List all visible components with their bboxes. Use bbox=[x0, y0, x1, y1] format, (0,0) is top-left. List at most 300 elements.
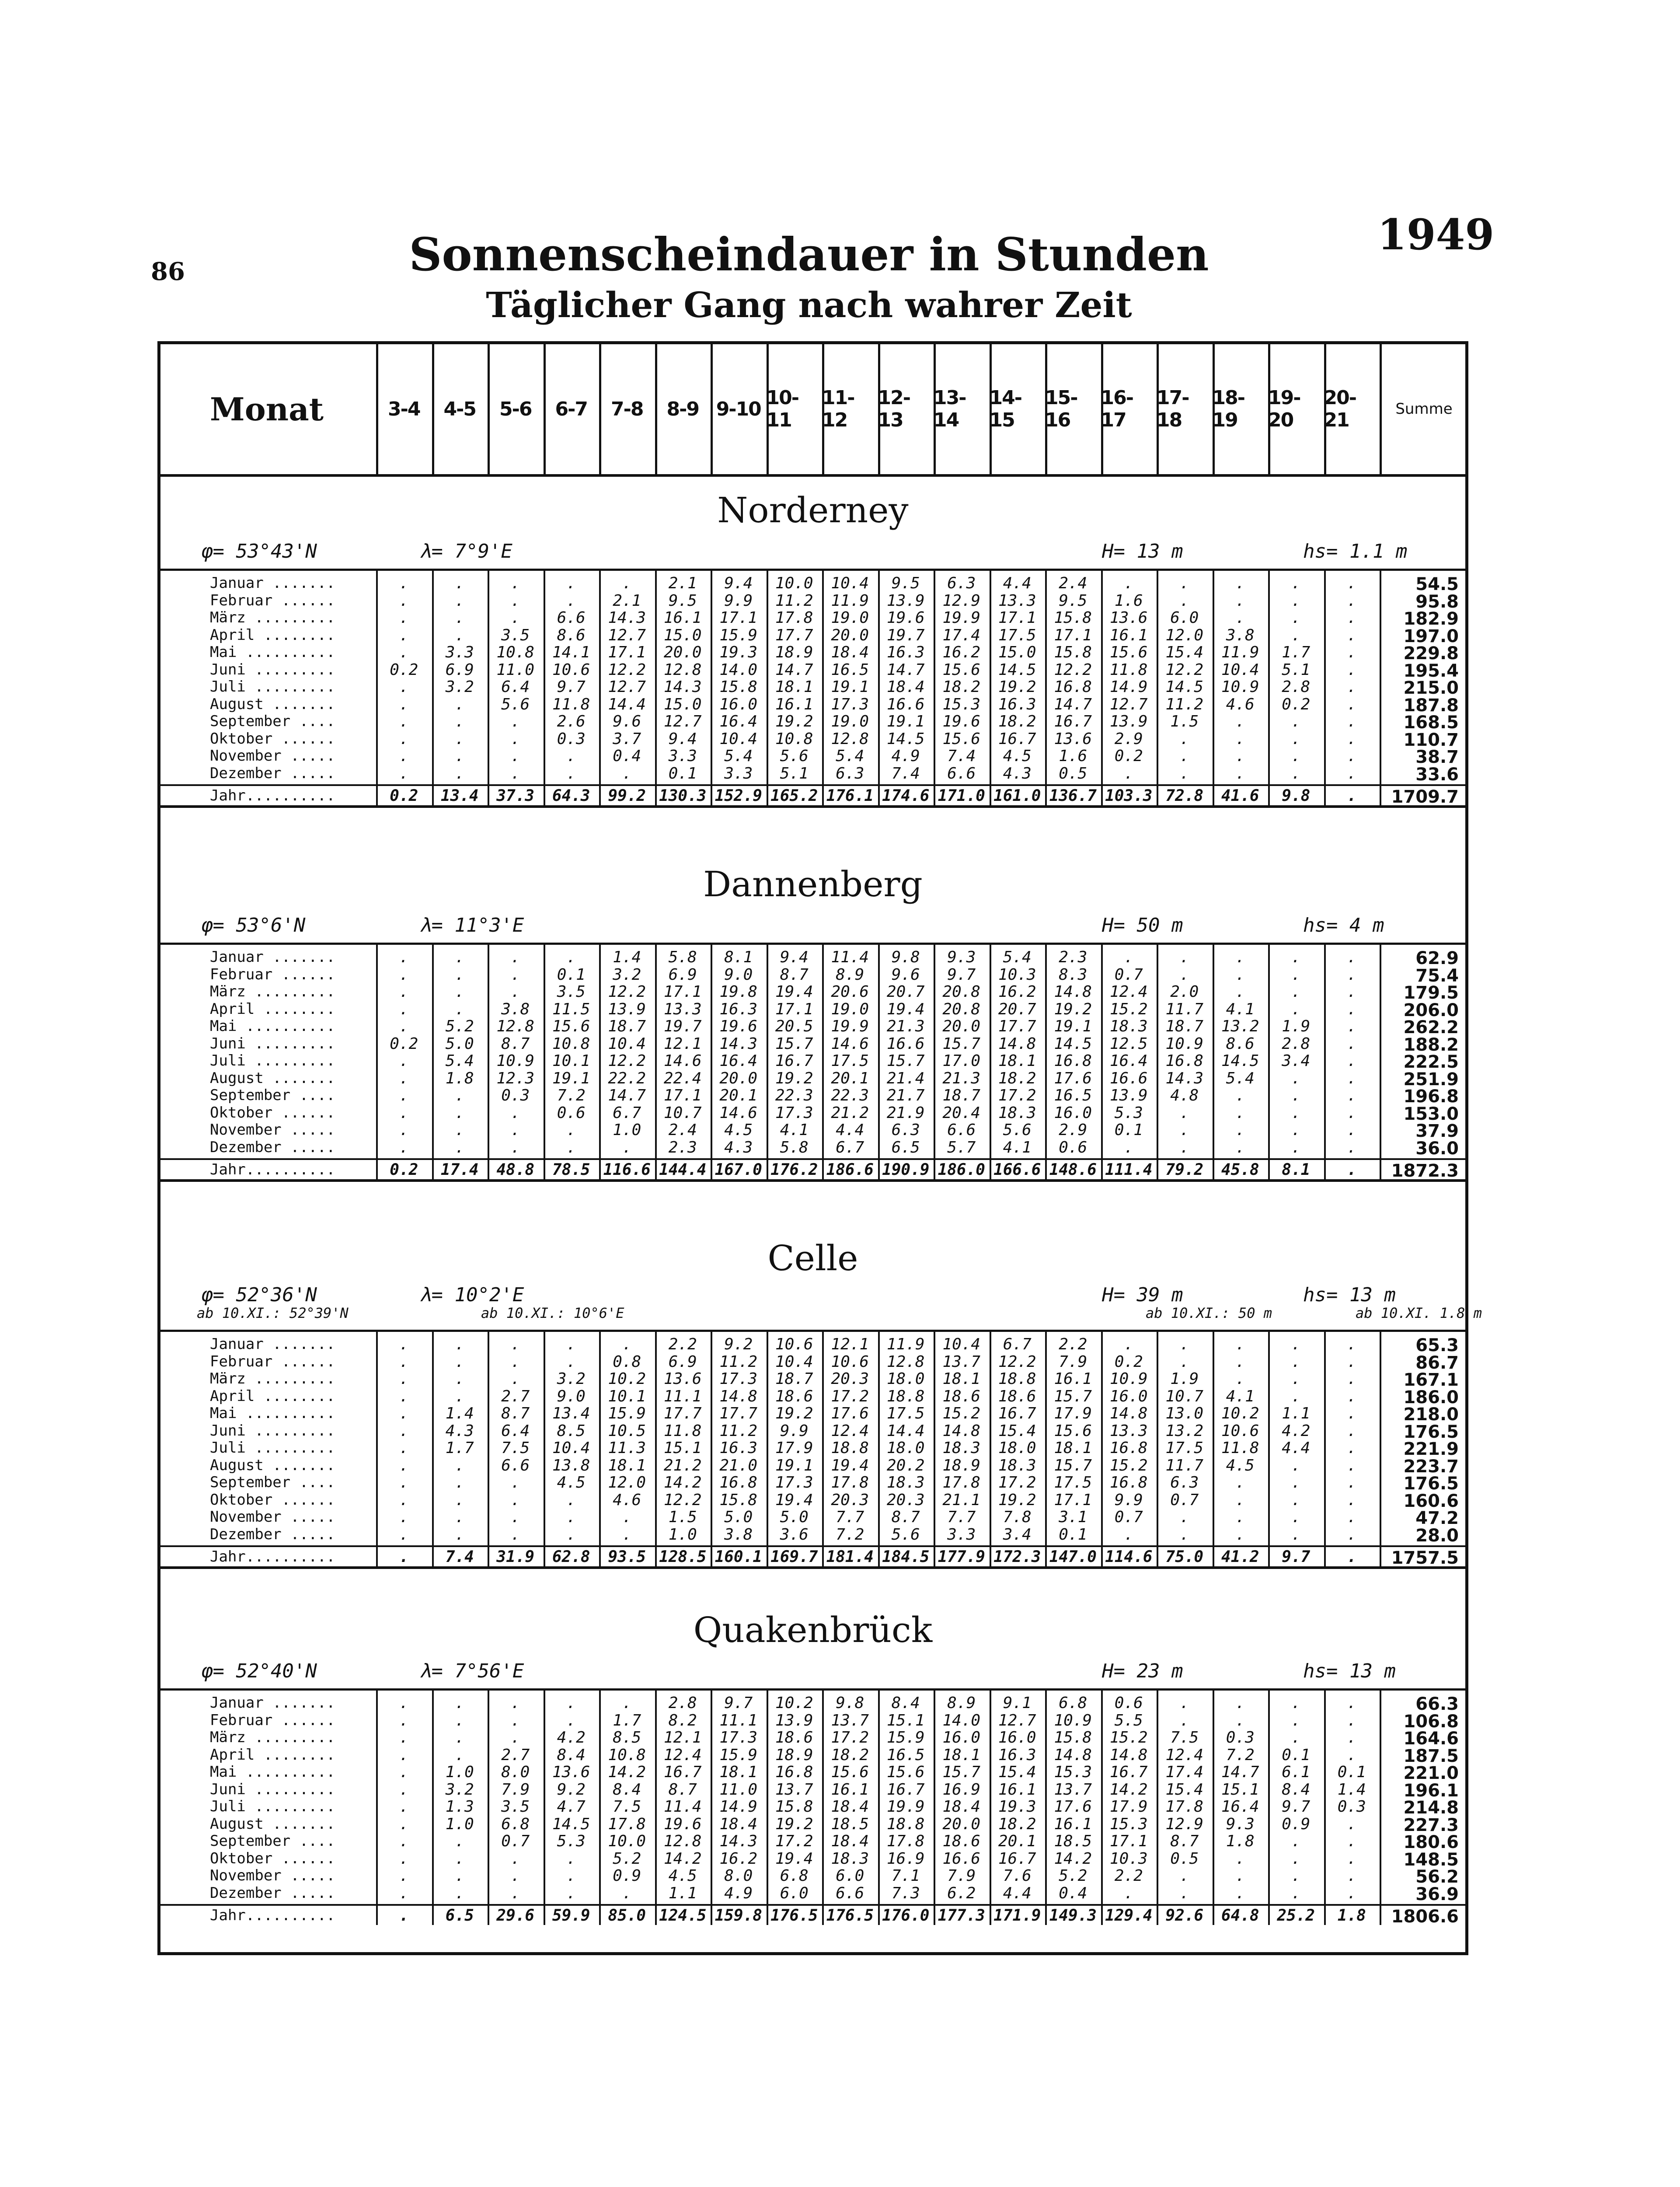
jahr-cell: 184.5 bbox=[882, 1548, 930, 1566]
table-cell: 0.2 bbox=[1114, 747, 1143, 765]
table-cell: 1.8 bbox=[1226, 1832, 1255, 1850]
table-cell: . bbox=[622, 1508, 632, 1526]
table-cell: 8.6 bbox=[557, 626, 586, 644]
year-label: 1949 bbox=[1377, 210, 1495, 259]
table-cell: . bbox=[566, 1884, 576, 1902]
table-cell: . bbox=[1347, 1000, 1357, 1018]
table-cell: 16.1 bbox=[775, 695, 813, 713]
table-cell: 8.7 bbox=[501, 1404, 530, 1422]
station-phi-note: ab 10.XI.: 52°39'N bbox=[197, 1305, 349, 1321]
table-cell: 11.9 bbox=[1221, 643, 1259, 661]
table-cell: . bbox=[399, 1087, 409, 1104]
table-cell: 17.0 bbox=[942, 1052, 981, 1070]
table-cell: 17.1 bbox=[663, 1087, 702, 1104]
table-cell: . bbox=[566, 1138, 576, 1156]
table-cell: . bbox=[1291, 1069, 1301, 1087]
table-cell: . bbox=[1235, 1694, 1245, 1712]
table-cell: . bbox=[455, 1335, 465, 1353]
table-cell: 16.0 bbox=[942, 1729, 981, 1747]
row-sum-cell: 33.6 bbox=[1415, 764, 1459, 785]
table-cell: . bbox=[1347, 1884, 1357, 1902]
table-cell: 16.8 bbox=[1054, 1052, 1092, 1070]
table-cell: . bbox=[510, 948, 520, 966]
table-cell: 0.1 bbox=[1337, 1763, 1366, 1781]
jahr-cell: 129.4 bbox=[1105, 1907, 1153, 1925]
table-cell: 16.8 bbox=[775, 1763, 813, 1781]
table-cell: 16.7 bbox=[886, 1780, 925, 1799]
table-cell: 12.7 bbox=[1109, 695, 1148, 713]
table-cell: 16.2 bbox=[942, 643, 981, 661]
table-cell: 17.8 bbox=[775, 609, 813, 627]
jahr-label: Jahr.......... bbox=[210, 1907, 335, 1924]
table-cell: 12.8 bbox=[831, 730, 869, 748]
table-cell: 4.6 bbox=[613, 1491, 641, 1509]
station-separator bbox=[157, 1179, 1468, 1182]
month-label: Januar ....... bbox=[210, 948, 335, 966]
table-cell: 12.8 bbox=[663, 660, 702, 679]
row-sum-cell: 47.2 bbox=[1415, 1508, 1459, 1528]
month-label: Juli ......... bbox=[210, 1798, 335, 1815]
column-header-hour: 15-16 bbox=[1045, 387, 1077, 431]
table-cell: 18.4 bbox=[831, 643, 869, 661]
table-cell: 18.0 bbox=[886, 1370, 925, 1388]
column-header-hour: 14-15 bbox=[989, 387, 1021, 431]
table-cell: 7.9 bbox=[501, 1780, 530, 1799]
table-cell: . bbox=[510, 1335, 520, 1353]
jahr-cell: 172.3 bbox=[993, 1548, 1041, 1566]
table-cell: 12.4 bbox=[831, 1422, 869, 1440]
table-cell: . bbox=[566, 574, 576, 592]
table-cell: . bbox=[1291, 1729, 1301, 1747]
table-cell: 8.4 bbox=[1282, 1780, 1311, 1799]
table-cell: . bbox=[510, 1694, 520, 1712]
table-cell: . bbox=[510, 764, 520, 783]
table-cell: 15.9 bbox=[886, 1729, 925, 1747]
table-cell: 9.5 bbox=[1059, 591, 1087, 610]
table-cell: . bbox=[1235, 713, 1245, 730]
table-cell: 9.7 bbox=[724, 1694, 753, 1712]
table-cell: 10.0 bbox=[608, 1832, 646, 1850]
table-cell: 20.8 bbox=[942, 983, 981, 1001]
table-cell: . bbox=[1291, 1087, 1301, 1104]
table-cell: 18.4 bbox=[831, 1832, 869, 1850]
month-label: Oktober ...... bbox=[210, 730, 335, 748]
table-cell: 3.2 bbox=[613, 965, 641, 984]
table-cell: 11.8 bbox=[1221, 1439, 1259, 1457]
table-cell: 15.9 bbox=[608, 1404, 646, 1422]
table-cell: 19.2 bbox=[775, 1815, 813, 1833]
table-cell: . bbox=[399, 983, 409, 1001]
jahr-cell: 48.8 bbox=[496, 1161, 535, 1179]
month-label: August ....... bbox=[210, 695, 335, 713]
table-cell: 3.4 bbox=[1282, 1052, 1311, 1070]
table-cell: 13.0 bbox=[1165, 1404, 1204, 1422]
table-cell: . bbox=[622, 764, 632, 783]
table-cell: 20.0 bbox=[663, 643, 702, 661]
jahr-cell: 165.2 bbox=[770, 787, 818, 805]
column-header-hour: 11-12 bbox=[822, 387, 854, 431]
table-cell: 14.5 bbox=[1165, 678, 1204, 696]
station-separator bbox=[157, 1566, 1468, 1569]
row-sum-cell: 62.9 bbox=[1415, 948, 1459, 968]
table-cell: . bbox=[455, 1849, 465, 1868]
table-cell: 9.4 bbox=[724, 574, 753, 592]
table-cell: 16.1 bbox=[1054, 1370, 1092, 1388]
table-cell: . bbox=[1235, 1491, 1245, 1509]
table-cell: 15.4 bbox=[998, 1422, 1036, 1440]
table-cell: . bbox=[566, 1335, 576, 1353]
table-cell: 3.4 bbox=[1003, 1525, 1032, 1544]
table-cell: . bbox=[1347, 713, 1357, 730]
table-cell: 5.2 bbox=[1059, 1867, 1087, 1885]
table-cell: 15.2 bbox=[1109, 1000, 1148, 1018]
station-lambda: λ= 11°3'E bbox=[420, 914, 524, 936]
table-cell: 9.0 bbox=[724, 965, 753, 984]
table-cell: 14.8 bbox=[942, 1422, 981, 1440]
table-cell: 13.9 bbox=[1109, 1087, 1148, 1104]
table-cell: 12.7 bbox=[608, 678, 646, 696]
table-cell: 20.0 bbox=[942, 1815, 981, 1833]
row-sum-cell: 176.5 bbox=[1403, 1422, 1459, 1442]
table-cell: 6.9 bbox=[668, 1352, 697, 1371]
table-cell: . bbox=[566, 1711, 576, 1729]
table-cell: 9.5 bbox=[668, 591, 697, 610]
table-cell: . bbox=[1291, 1352, 1301, 1371]
table-cell: 1.0 bbox=[668, 1525, 697, 1544]
table-cell: 8.7 bbox=[501, 1034, 530, 1053]
table-cell: 4.8 bbox=[1170, 1087, 1199, 1104]
table-cell: . bbox=[1235, 1138, 1245, 1156]
table-cell: 13.2 bbox=[1165, 1422, 1204, 1440]
table-cell: 10.9 bbox=[1221, 678, 1259, 696]
table-cell: 0.1 bbox=[1059, 1525, 1087, 1544]
month-label: Juli ......... bbox=[210, 678, 335, 695]
table-cell: . bbox=[1291, 948, 1301, 966]
row-sum-cell: 66.3 bbox=[1415, 1694, 1459, 1714]
table-cell: 10.9 bbox=[1165, 1034, 1204, 1053]
jahr-cell: 6.5 bbox=[445, 1907, 474, 1925]
table-cell: 18.4 bbox=[831, 1798, 869, 1816]
table-cell: . bbox=[1347, 747, 1357, 765]
table-cell: 10.5 bbox=[608, 1422, 646, 1440]
month-label: Juni ......... bbox=[210, 1780, 335, 1798]
table-cell: 0.4 bbox=[1059, 1884, 1087, 1902]
table-cell: 7.2 bbox=[1226, 1746, 1255, 1764]
table-cell: . bbox=[1347, 1352, 1357, 1371]
column-header-hour: 7-8 bbox=[611, 398, 643, 420]
table-cell: 6.7 bbox=[1003, 1335, 1032, 1353]
table-cell: 19.0 bbox=[831, 609, 869, 627]
table-cell: 18.5 bbox=[1054, 1832, 1092, 1850]
jahr-cell: 177.3 bbox=[938, 1907, 985, 1925]
table-cell: 19.2 bbox=[998, 678, 1036, 696]
jahr-cell: 169.7 bbox=[770, 1548, 818, 1566]
jahr-sum-cell: 1709.7 bbox=[1391, 787, 1459, 807]
table-cell: . bbox=[1179, 1138, 1189, 1156]
table-cell: 17.8 bbox=[886, 1832, 925, 1850]
table-cell: 2.1 bbox=[668, 574, 697, 592]
table-cell: . bbox=[399, 1832, 409, 1850]
table-cell: 17.5 bbox=[831, 1052, 869, 1070]
table-cell: 14.0 bbox=[942, 1711, 981, 1729]
jahr-cell: . bbox=[1347, 1548, 1357, 1566]
table-cell: 16.1 bbox=[998, 1780, 1036, 1799]
table-cell: 3.3 bbox=[947, 1525, 976, 1544]
table-cell: . bbox=[510, 1138, 520, 1156]
jahr-cell: 130.3 bbox=[659, 787, 707, 805]
table-cell: . bbox=[1179, 1335, 1189, 1353]
table-cell: 12.9 bbox=[942, 591, 981, 610]
jahr-cell: 159.8 bbox=[715, 1907, 762, 1925]
column-header-hour: 5-6 bbox=[499, 398, 532, 420]
table-cell: 18.4 bbox=[886, 678, 925, 696]
table-cell: 18.1 bbox=[608, 1456, 646, 1474]
table-cell: . bbox=[1347, 643, 1357, 661]
month-label: Januar ....... bbox=[210, 1335, 335, 1353]
table-cell: . bbox=[399, 1121, 409, 1139]
table-cell: 19.2 bbox=[775, 1069, 813, 1087]
station-hs: hs= 13 m bbox=[1303, 1284, 1396, 1306]
table-cell: . bbox=[1291, 1335, 1301, 1353]
table-cell: 14.1 bbox=[552, 643, 590, 661]
table-cell: 13.9 bbox=[886, 591, 925, 610]
table-cell: 1.7 bbox=[445, 1439, 474, 1457]
row-sum-cell: 179.5 bbox=[1403, 983, 1459, 1003]
table-cell: 5.4 bbox=[445, 1052, 474, 1070]
table-cell: . bbox=[1347, 1087, 1357, 1104]
table-cell: . bbox=[510, 1370, 520, 1388]
jahr-separator bbox=[157, 784, 1468, 786]
table-cell: 15.6 bbox=[942, 660, 981, 679]
table-cell: 1.0 bbox=[613, 1121, 641, 1139]
table-cell: . bbox=[510, 730, 520, 748]
table-cell: 0.1 bbox=[1282, 1746, 1311, 1764]
table-cell: 9.5 bbox=[891, 574, 920, 592]
table-cell: . bbox=[1235, 948, 1245, 966]
table-cell: . bbox=[1179, 764, 1189, 783]
table-cell: 9.7 bbox=[557, 678, 586, 696]
table-cell: 7.7 bbox=[947, 1508, 976, 1526]
table-cell: 12.2 bbox=[1054, 660, 1092, 679]
table-cell: 16.3 bbox=[719, 1439, 758, 1457]
table-cell: 2.2 bbox=[668, 1335, 697, 1353]
table-cell: 17.8 bbox=[942, 1474, 981, 1492]
table-cell: 14.8 bbox=[719, 1387, 758, 1405]
table-cell: 8.7 bbox=[1170, 1832, 1199, 1850]
jahr-cell: 31.9 bbox=[496, 1548, 535, 1566]
table-cell: 9.9 bbox=[780, 1422, 809, 1440]
table-cell: 14.7 bbox=[775, 660, 813, 679]
table-cell: 18.8 bbox=[886, 1387, 925, 1405]
table-cell: 17.3 bbox=[775, 1474, 813, 1492]
table-cell: 16.2 bbox=[998, 983, 1036, 1001]
table-cell: 17.2 bbox=[831, 1729, 869, 1747]
table-cell: 20.6 bbox=[831, 983, 869, 1001]
table-cell: 4.6 bbox=[1226, 695, 1255, 713]
table-cell: 9.0 bbox=[557, 1387, 586, 1405]
table-cell: 16.0 bbox=[998, 1729, 1036, 1747]
station-name: Quakenbrück bbox=[693, 1610, 933, 1650]
month-label: Januar ....... bbox=[210, 1694, 335, 1712]
row-sum-cell: 221.9 bbox=[1403, 1439, 1459, 1459]
table-cell: 0.2 bbox=[390, 660, 418, 679]
table-cell: . bbox=[1347, 1034, 1357, 1053]
table-cell: 4.2 bbox=[1282, 1422, 1311, 1440]
table-cell: 15.0 bbox=[663, 695, 702, 713]
table-cell: 9.8 bbox=[891, 948, 920, 966]
table-cell: 15.6 bbox=[886, 1763, 925, 1781]
table-cell: . bbox=[622, 1335, 632, 1353]
table-cell: . bbox=[510, 1121, 520, 1139]
month-label: November ..... bbox=[210, 1867, 335, 1884]
table-cell: 15.8 bbox=[1054, 609, 1092, 627]
table-cell: 3.5 bbox=[557, 983, 586, 1001]
table-cell: . bbox=[399, 1017, 409, 1035]
table-cell: . bbox=[566, 1867, 576, 1885]
table-cell: 19.8 bbox=[719, 983, 758, 1001]
table-cell: 12.4 bbox=[663, 1746, 702, 1764]
table-cell: 19.9 bbox=[831, 1017, 869, 1035]
table-cell: . bbox=[1347, 1069, 1357, 1087]
station-table bbox=[157, 943, 1468, 1179]
table-cell: 20.5 bbox=[775, 1017, 813, 1035]
table-cell: 6.4 bbox=[501, 678, 530, 696]
table-cell: . bbox=[1291, 626, 1301, 644]
table-cell: 0.1 bbox=[668, 764, 697, 783]
table-cell: . bbox=[1124, 1525, 1134, 1544]
table-cell: . bbox=[455, 609, 465, 627]
table-cell: . bbox=[566, 1121, 576, 1139]
table-cell: 12.8 bbox=[886, 1352, 925, 1371]
table-cell: 10.9 bbox=[496, 1052, 535, 1070]
table-cell: 12.2 bbox=[663, 1491, 702, 1509]
table-cell: 3.5 bbox=[501, 626, 530, 644]
column-header-monat: Monat bbox=[210, 390, 324, 428]
table-cell: 7.2 bbox=[836, 1525, 864, 1544]
table-cell: 13.7 bbox=[942, 1352, 981, 1371]
month-label: Oktober ...... bbox=[210, 1104, 335, 1121]
table-cell: . bbox=[1347, 574, 1357, 592]
table-cell: 1.7 bbox=[1282, 643, 1311, 661]
column-header-hour: 9-10 bbox=[716, 398, 761, 420]
jahr-cell: . bbox=[399, 1907, 409, 1925]
table-cell: 18.3 bbox=[1109, 1017, 1148, 1035]
table-cell: . bbox=[1347, 1746, 1357, 1764]
table-cell: 9.9 bbox=[724, 591, 753, 610]
table-cell: 14.2 bbox=[663, 1474, 702, 1492]
table-cell: 15.2 bbox=[1109, 1456, 1148, 1474]
table-cell: 16.8 bbox=[1054, 678, 1092, 696]
table-cell: 21.1 bbox=[942, 1491, 981, 1509]
table-cell: 10.9 bbox=[1054, 1711, 1092, 1729]
table-cell: 10.6 bbox=[831, 1352, 869, 1371]
table-cell: . bbox=[1347, 1387, 1357, 1405]
table-cell: . bbox=[1347, 626, 1357, 644]
table-cell: . bbox=[510, 591, 520, 610]
table-cell: 6.5 bbox=[891, 1138, 920, 1156]
row-sum-cell: 187.5 bbox=[1403, 1746, 1459, 1766]
jahr-cell: 176.5 bbox=[770, 1907, 818, 1925]
row-sum-cell: 218.0 bbox=[1403, 1404, 1459, 1425]
table-cell: 14.5 bbox=[998, 660, 1036, 679]
table-cell: 21.2 bbox=[663, 1456, 702, 1474]
table-cell: 9.3 bbox=[947, 948, 976, 966]
table-cell: 16.8 bbox=[1109, 1439, 1148, 1457]
row-sum-cell: 65.3 bbox=[1415, 1335, 1459, 1356]
table-cell: . bbox=[1235, 1352, 1245, 1371]
table-cell: . bbox=[1347, 1370, 1357, 1388]
table-cell: . bbox=[455, 626, 465, 644]
table-cell: 14.6 bbox=[663, 1052, 702, 1070]
table-cell: 2.8 bbox=[1282, 678, 1311, 696]
month-label: August ....... bbox=[210, 1069, 335, 1087]
table-cell: 15.3 bbox=[1109, 1815, 1148, 1833]
table-cell: 0.6 bbox=[557, 1104, 586, 1122]
row-sum-cell: 110.7 bbox=[1403, 730, 1459, 750]
table-cell: 16.4 bbox=[719, 1052, 758, 1070]
table-cell: 17.1 bbox=[775, 1000, 813, 1018]
table-cell: 14.5 bbox=[552, 1815, 590, 1833]
table-cell: 6.8 bbox=[780, 1867, 809, 1885]
jahr-cell: 29.6 bbox=[496, 1907, 535, 1925]
table-cell: . bbox=[510, 1729, 520, 1747]
table-cell: 17.9 bbox=[775, 1439, 813, 1457]
table-cell: 17.1 bbox=[1054, 1491, 1092, 1509]
table-cell: 11.9 bbox=[831, 591, 869, 610]
table-cell: 8.7 bbox=[668, 1780, 697, 1799]
table-cell: 10.6 bbox=[775, 1335, 813, 1353]
table-cell: . bbox=[510, 1867, 520, 1885]
table-cell: 16.6 bbox=[942, 1849, 981, 1868]
row-sum-cell: 95.8 bbox=[1415, 591, 1459, 612]
row-sum-cell: 148.5 bbox=[1403, 1849, 1459, 1870]
table-cell: 13.3 bbox=[663, 1000, 702, 1018]
row-sum-cell: 153.0 bbox=[1403, 1104, 1459, 1124]
table-cell: . bbox=[1347, 983, 1357, 1001]
table-cell: 17.3 bbox=[831, 695, 869, 713]
table-cell: 0.3 bbox=[501, 1087, 530, 1104]
table-cell: . bbox=[455, 1746, 465, 1764]
jahr-cell: 128.5 bbox=[659, 1548, 707, 1566]
table-cell: . bbox=[1235, 609, 1245, 627]
table-cell: 11.2 bbox=[719, 1422, 758, 1440]
table-cell: 20.0 bbox=[831, 626, 869, 644]
table-cell: 12.2 bbox=[1165, 660, 1204, 679]
station-H-note: ab 10.XI.: 50 m bbox=[1146, 1305, 1272, 1321]
table-cell: 12.2 bbox=[998, 1352, 1036, 1371]
table-cell: 19.9 bbox=[942, 609, 981, 627]
table-cell: 22.3 bbox=[775, 1087, 813, 1104]
table-cell: 18.7 bbox=[942, 1087, 981, 1104]
table-cell: 16.7 bbox=[998, 1849, 1036, 1868]
table-cell: . bbox=[566, 1694, 576, 1712]
table-cell: 4.7 bbox=[557, 1798, 586, 1816]
jahr-separator bbox=[157, 1545, 1468, 1547]
jahr-cell: 161.0 bbox=[993, 787, 1041, 805]
table-cell: 10.0 bbox=[775, 574, 813, 592]
table-cell: 12.2 bbox=[608, 983, 646, 1001]
table-cell: 8.6 bbox=[1226, 1034, 1255, 1053]
table-cell: 13.2 bbox=[1221, 1017, 1259, 1035]
jahr-cell: 93.5 bbox=[608, 1548, 646, 1566]
table-cell: 17.2 bbox=[998, 1087, 1036, 1104]
table-cell: 20.3 bbox=[886, 1491, 925, 1509]
table-cell: 1.4 bbox=[1337, 1780, 1366, 1799]
table-cell: . bbox=[399, 965, 409, 984]
jahr-cell: 144.4 bbox=[659, 1161, 707, 1179]
table-cell: 9.9 bbox=[1114, 1491, 1143, 1509]
table-cell: . bbox=[1347, 660, 1357, 679]
